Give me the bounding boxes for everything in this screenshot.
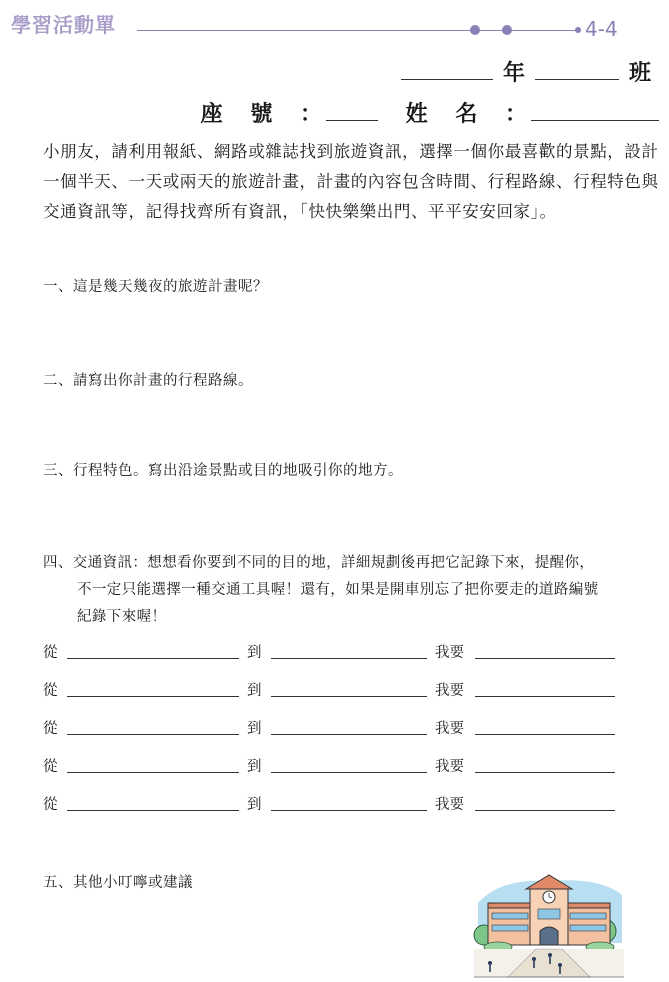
transport-blank[interactable] [475, 696, 615, 697]
year-label: 年 [502, 61, 525, 86]
transport-blank[interactable] [475, 734, 615, 735]
seat-label: 座 號 ： [200, 102, 332, 127]
to-blank[interactable] [271, 772, 427, 773]
question-4-line: 紀錄下來喔！ [77, 609, 167, 625]
transport-blank[interactable] [475, 658, 615, 659]
to-label: 到 [247, 721, 262, 737]
transport-label: 我要 [435, 759, 464, 775]
worksheet-code: 4-4 [585, 17, 618, 41]
transport-label: 我要 [435, 683, 464, 699]
divider-dot [575, 27, 581, 33]
transport-label: 我要 [435, 721, 464, 737]
name-field-row [201, 97, 659, 128]
question-1: 一、這是幾天幾夜的旅遊計畫呢？ [43, 279, 268, 295]
from-blank[interactable] [67, 734, 239, 735]
header-divider [137, 30, 581, 31]
question-4-line: 不一定只能選擇一種交通工具喔！還有，如果是開車別忘了把你要走的道路編號 [77, 582, 599, 598]
to-blank[interactable] [271, 658, 427, 659]
from-blank[interactable] [67, 696, 239, 697]
to-blank[interactable] [271, 810, 427, 811]
divider-dot [470, 25, 480, 35]
worksheet-title: 學習活動單 [11, 13, 116, 37]
year-blank[interactable] [401, 61, 493, 80]
from-label: 從 [43, 645, 58, 661]
to-blank[interactable] [271, 696, 427, 697]
question-4-line: 四、交通資訊：想想看你要到不同的目的地，詳細規劃後再把它記錄下來，提醒你， [43, 555, 595, 571]
from-blank[interactable] [67, 810, 239, 811]
school-building-illustration [470, 873, 628, 981]
to-label: 到 [247, 759, 262, 775]
name-label: 姓 名 ： [405, 102, 537, 127]
to-blank[interactable] [271, 734, 427, 735]
divider-dot [502, 25, 512, 35]
to-label: 到 [247, 683, 262, 699]
to-label: 到 [247, 645, 262, 661]
class-blank[interactable] [535, 61, 619, 80]
from-label: 從 [43, 759, 58, 775]
from-blank[interactable] [67, 658, 239, 659]
class-field-row [401, 56, 651, 87]
name-blank[interactable] [531, 102, 659, 121]
transport-blank[interactable] [475, 810, 615, 811]
seat-blank[interactable] [326, 102, 378, 121]
class-label: 班 [628, 61, 651, 86]
to-label: 到 [247, 797, 262, 813]
question-3: 三、行程特色。寫出沿途景點或目的地吸引你的地方。 [43, 463, 403, 479]
from-label: 從 [43, 797, 58, 813]
transport-blank[interactable] [475, 772, 615, 773]
from-label: 從 [43, 683, 58, 699]
question-5: 五、其他小叮嚀或建議 [43, 875, 193, 891]
from-blank[interactable] [67, 772, 239, 773]
question-4 [43, 550, 661, 631]
transport-label: 我要 [435, 797, 464, 813]
transport-label: 我要 [435, 645, 464, 661]
from-label: 從 [43, 721, 58, 737]
question-2: 二、請寫出你計畫的行程路線。 [43, 373, 253, 389]
intro-paragraph: 小朋友，請利用報紙、網路或雜誌找到旅遊資訊，選擇一個你最喜歡的景點，設計一個半天、一天或兩天的旅遊計畫，計畫的內容包含時間、行程路線、行程特色與交通資訊等，記得找齊所有資訊，「快快樂樂出門、平平安安回家」。 [43, 142, 659, 221]
